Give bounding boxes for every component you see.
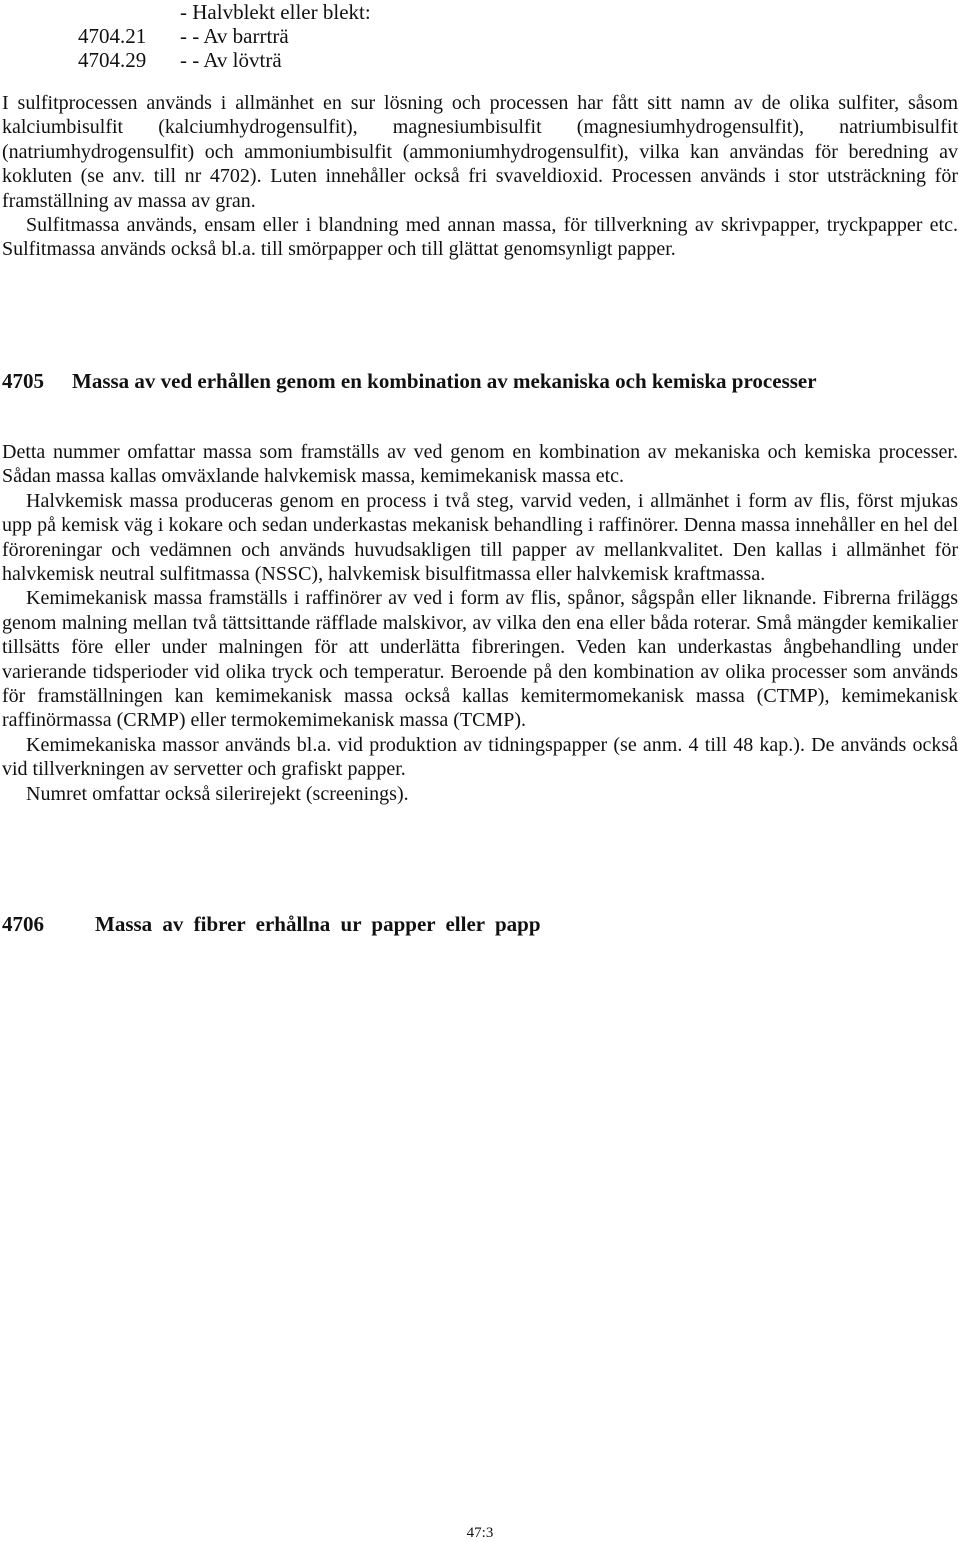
paragraph: Numret omfattar också silerirejekt (screenings). (26, 782, 409, 805)
heading-title: Massa av ved erhållen genom en kombination av mekaniska och kemiska processer (72, 369, 817, 393)
paragraph: Halvkemisk massa produceras genom en process i två steg, varvid veden, i allmänhet i form av flis, först mjukas upp på kemisk väg i kokare och sedan underkastas mekanisk behandling i raffinörer. Denna massa innehåller en hel del föroreningar och vedämnen och används huvudsakligen till papper av mellankvalitet. Den kallas i allmänhet för halvkemisk neutral sulfitmassa (NSSC), halvkemisk bisulfitmassa eller halvkemisk kraftmassa. (2, 489, 958, 586)
paragraph: Detta nummer omfattar massa som framställs av ved genom en kombination av mekaniska och kemiska processer. Sådan massa kallas omväxlande halvkemisk massa, kemimekanisk massa etc. (2, 441, 958, 488)
section-4704-body (2, 91, 958, 262)
subheading-row (0, 48, 960, 72)
heading-code: 4706 (2, 912, 44, 936)
section-4705-body (2, 440, 958, 806)
subheading-row (0, 24, 960, 48)
paragraph: Sulfitmassa används, ensam eller i blandning med annan massa, för tillverkning av skrivpapper, tryckpapper etc. Sulfitmassa används också bl.a. till smörpapper och till glättat genomsynligt papper. (2, 214, 958, 261)
subheading-list (0, 0, 960, 72)
subheading-code: 4704.21 (78, 24, 147, 48)
subheading-code: 4704.29 (78, 48, 147, 72)
paragraph: I sulfitprocessen används i allmänhet en sur lösning och processen har fått sitt namn av de olika sulfiter, såsom kalciumbisulfit (kalciumhydrogensulfit), magnesiumbisulfit (magnesiumhydrogensulfit), natriumbisulfit (natriumhydrogensulfit) och ammoniumbisulfit (ammoniumhydrogensulfit), vilka kan användas för beredning av kokluten (se anv. till nr 4702). Luten innehåller också fri svaveldioxid. Processen används i stor utsträckning för framställning av massa av gran. (2, 92, 958, 212)
subheading-text: - - Av lövträ (180, 48, 282, 72)
paragraph: Kemimekaniska massor används bl.a. vid produktion av tidningspapper (se anm. 4 till 48 kap.). De används också vid tillverkningen av servetter och grafiskt papper. (2, 733, 958, 781)
paragraph: Kemimekanisk massa framställs i raffinörer av ved i form av flis, spånor, sågspån eller liknande. Fibrerna friläggs genom malning mellan två tättsittande räfflade malskivor, av vilka den ena eller båda roterar. Små mängder kemikalier tillsätts före eller under malningen för att underlätta fibreringen. Veden kan underkastas ångbehandling under varierande tidsperioder vid olika tryck och temperatur. Beroende på den kombination av olika processer som används för framställningen kan kemimekanisk massa också kallas kemitermomekanisk massa (CTMP), kemimekanisk raffinörmassa (CRMP) eller termokemimekanisk massa (TCMP). (2, 587, 958, 732)
subheading-text: - - Av barrträ (180, 24, 289, 48)
subheading-text: - Halvblekt eller blekt: (180, 0, 371, 24)
subheading-row (0, 0, 960, 24)
heading-title: Massa av fibrer erhållna ur papper eller papp (95, 912, 541, 936)
heading-code: 4705 (2, 369, 44, 393)
page-number: 47:3 (466, 1525, 494, 1541)
